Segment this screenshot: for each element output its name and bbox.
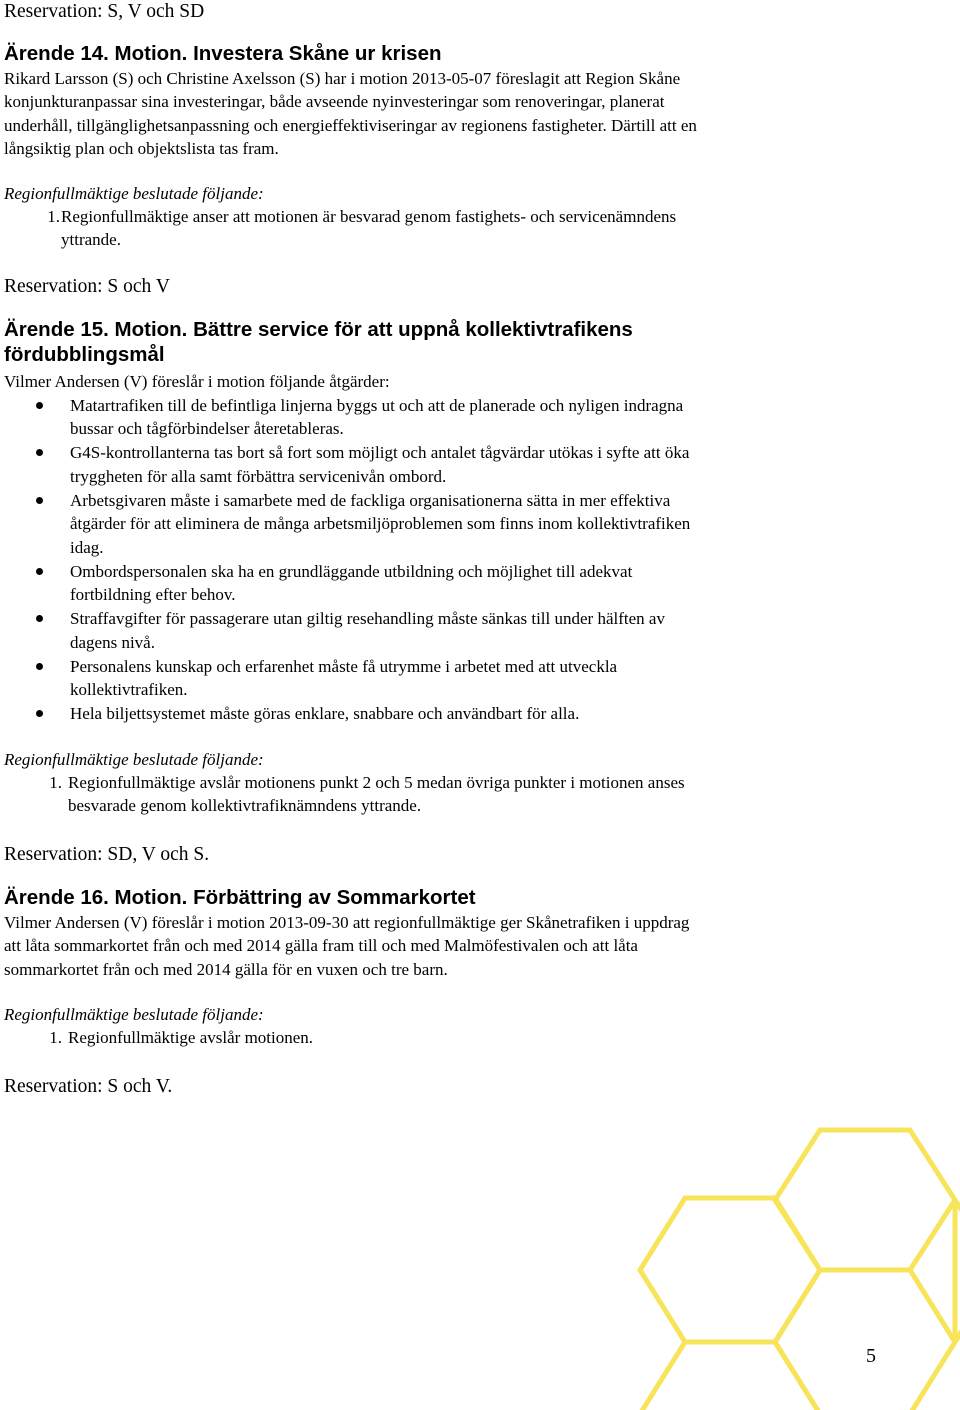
item-line: tryggheten för alla samt förbättra servicenivån ombord. <box>70 466 447 486</box>
decision-item <box>4 205 954 252</box>
item-line: Straffavgifter för passagerare utan giltig resehandling måste sänkas till under hälften av <box>70 609 665 629</box>
body-line: Rikard Larsson (S) och Christine Axelsson (S) har i motion 2013-05-07 föreslagit att Region Skåne <box>4 69 681 88</box>
item-line: yttrande. <box>61 230 121 250</box>
item-line: dagens nivå. <box>70 632 155 652</box>
reservation-top: Reservation: S, V och SD <box>4 1 205 22</box>
item-line: idag. <box>70 537 104 557</box>
list-item <box>4 394 954 441</box>
reservation-14: Reservation: S och V <box>4 276 170 297</box>
item-line: Regionfullmäktige avslår motionen. <box>68 1028 314 1047</box>
bullet-icon <box>36 568 43 575</box>
decision-item <box>4 1026 954 1049</box>
hexagon-shape <box>640 1198 820 1342</box>
arende-16-body <box>4 911 954 981</box>
item-line: besvarade genom kollektivtrafiknämndens yttrande. <box>68 796 422 816</box>
arende-15-intro: Vilmer Andersen (V) föreslår i motion följande åtgärder: <box>4 372 390 391</box>
bullet-icon <box>36 449 43 456</box>
body-line: underhåll, tillgänglighetsanpassning och energieffektiviseringar av regionens fastigheter. Därtill att en <box>4 115 697 135</box>
bullet-icon <box>36 497 43 504</box>
decided-heading: Regionfullmäktige beslutade följande: <box>4 1005 264 1024</box>
list-item <box>4 489 954 559</box>
arende-14-body <box>4 67 954 160</box>
item-number: 1. <box>47 207 60 226</box>
arende-16-title: Ärende 16. Motion. Förbättring av Sommarkortet <box>4 886 476 909</box>
measures-list <box>4 394 954 726</box>
hexagon-shape <box>955 1200 960 1342</box>
body-line: sommarkortet från och med 2014 gälla för en vuxen och tre barn. <box>4 959 448 979</box>
title-line: Ärende 15. Motion. Bättre service för att uppnå kollektivtrafikens <box>4 318 633 341</box>
body-line: Vilmer Andersen (V) föreslår i motion 2013-09-30 att regionfullmäktige ger Skånetrafiken i uppdrag <box>4 913 690 932</box>
decided-heading: Regionfullmäktige beslutade följande: <box>4 750 264 769</box>
item-line: Hela biljettsystemet måste göras enklare, snabbare och användbart för alla. <box>70 704 580 724</box>
body-line: långsiktig plan och objektslista tas fram. <box>4 138 279 158</box>
item-line: bussar och tågförbindelser återetableras. <box>70 419 344 439</box>
bullet-icon <box>36 710 43 717</box>
item-line: åtgärder för att eliminera de många arbetsmiljöproblemen som finns inom kollektivtrafiken <box>70 514 691 534</box>
item-line: Matartrafiken till de befintliga linjerna byggs ut och att de planerade och nyligen indragna <box>70 396 684 415</box>
list-item <box>4 607 954 654</box>
item-number: 1. <box>49 773 62 792</box>
reservation-16: Reservation: S och V. <box>4 1076 173 1097</box>
arende-15-title <box>4 318 954 367</box>
bullet-icon <box>36 402 43 409</box>
list-item <box>4 441 954 488</box>
item-line: Arbetsgivaren måste i samarbete med de fackliga organisationerna sätta in mer effektiva <box>70 490 671 510</box>
bullet-icon <box>36 663 43 670</box>
item-number: 1. <box>49 1028 62 1047</box>
page-number: 5 <box>866 1345 876 1367</box>
body-line: konjunkturanpassar sina investeringar, både avseende nyinvesteringar som renoveringar, planerat <box>4 92 665 112</box>
item-line: Regionfullmäktige anser att motionen är besvarad genom fastighets- och servicenämndens <box>61 207 677 226</box>
hexagon-shape <box>640 1342 820 1410</box>
list-item <box>4 655 954 702</box>
item-line: Regionfullmäktige avslår motionens punkt 2 och 5 medan övriga punkter i motionen anses <box>68 773 685 792</box>
item-line: Ombordspersonalen ska ha en grundläggande utbildning och möjlighet till adekvat <box>70 561 633 581</box>
item-line: kollektivtrafiken. <box>70 680 188 700</box>
decision-item <box>4 771 954 818</box>
list-item <box>4 560 954 607</box>
arende-14-title: Ärende 14. Motion. Investera Skåne ur krisen <box>4 42 442 65</box>
hexagon-shape <box>775 1130 955 1270</box>
list-item <box>4 702 954 725</box>
decided-heading: Regionfullmäktige beslutade följande: <box>4 184 264 203</box>
item-line: Personalens kunskap och erfarenhet måste få utrymme i arbetet med att utveckla <box>70 656 618 676</box>
body-line: att låta sommarkortet från och med 2014 gälla fram till och med Malmöfestivalen och att låta <box>4 936 638 956</box>
item-line: G4S-kontrollanterna tas bort så fort som möjligt och antalet tågvärdar utökas i syfte att öka <box>70 443 690 463</box>
bullet-icon <box>36 615 43 622</box>
title-line: fördubblingsmål <box>4 343 165 366</box>
reservation-15: Reservation: SD, V och S. <box>4 844 210 865</box>
item-line: fortbildning efter behov. <box>70 585 236 605</box>
